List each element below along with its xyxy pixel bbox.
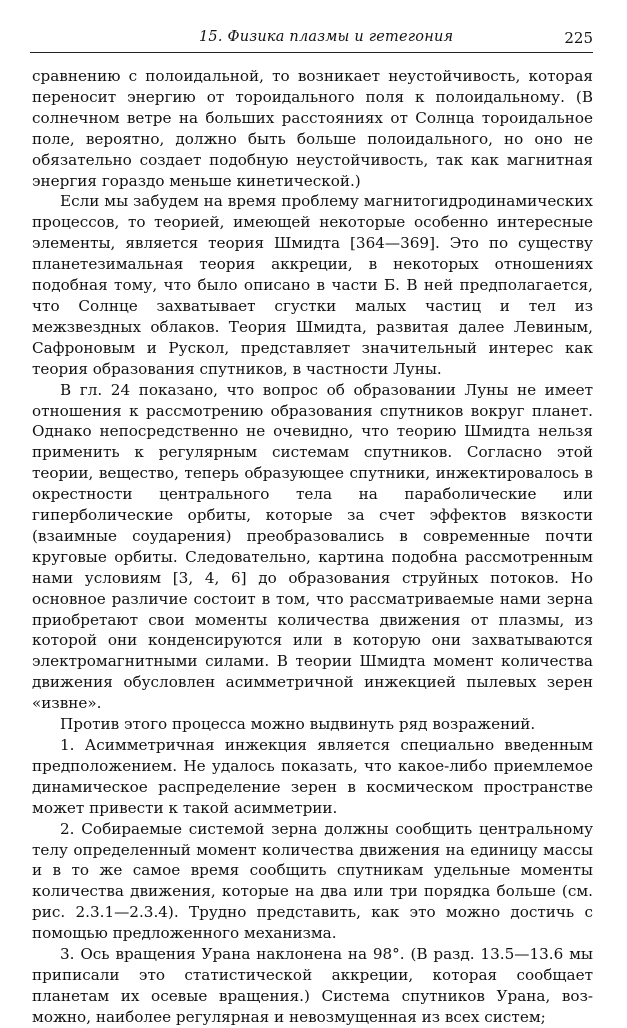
page-number: 225: [564, 29, 593, 47]
objection-1: 1. Асимметричная инжекция является специально введенным предположением. Не удалось показать, что какое-либо приемлемое динамическое распределение зерен в космическом пространстве может привести к такой асимметрии.: [32, 736, 593, 817]
running-title: 15. Физика плазмы и гетегония: [199, 29, 454, 45]
page-body: [32, 66, 593, 1028]
objection-2: 2. Собираемые системой зерна должны сообщить центральному телу определенный момент количества движения на единицу массы и в то же самое время сообщить спутникам удельные моменты количества движения, которые на два или три порядка больше (см. рис. 2.3.1—2.3.4). Трудно представить, как это можно достичь с помощью предложенного механизма.: [32, 819, 593, 943]
paragraph-moon-formation: В гл. 24 показано, что вопрос об образовании Луны не имеет отношения к рассмотрению образования спутников вокруг планет. Однако непосредственно не очевидно, что теорию Шмидта нельзя применить к регулярным системам спутников. Согласно этой теории, вещество, теперь образующее спутники, инжектировалось в окрестности центрального тела на параболические или гиперболические орбиты, которые за счет эффектов вязкости (взаимные соударения) преобразовались в современные почти круговые орбиты. Следовательно, картина подобна рассмотренным нами условиям [3, 4, 6] до образования струйных потоков. Но основное различие состоит в том, что рассматриваемые нами зерна приобретают свои моменты количества движения от плазмы, из которой они конденсируются или в которую они захватываются электромагнитными силами. В теории Шмидта момент количества движения обусловлен асимметричной инжекцией пылевых зерен «извне».: [32, 380, 593, 713]
paragraph-objections-intro: Против этого процесса можно выдвинуть ряд возражений.: [60, 715, 536, 734]
objection-3: 3. Ось вращения Урана наклонена на 98°. (В разд. 13.5—13.6 мы приписали это статистической аккреции, которая сообщает планетам их осевые вращения.) Система спутников Урана, возможно, наиболее регулярная и невозмущенная из всех систем;: [32, 945, 593, 1026]
paragraph-schmidt-theory: Если мы забудем на время проблему магнитогидродинамических процессов, то теорией, имеющей некоторые особенно интересные элементы, является теория Шмидта [364—369]. Это по существу планетезимальная теория аккреции, в некоторых отношениях подобная тому, что было описано в части Б. В ней предполагается, что Солнце захватывает сгустки малых частиц и тел из межзвездных облаков. Теория Шмидта, развитая далее Левиным, Сафроновым и Рускол, представляет значительный интерес как теория образования спутников, в частности Луны.: [32, 192, 593, 378]
paragraph-continued: сравнению с полоидальной, то возникает неустойчивость, которая переносит энергию от тороидального поля к полоидальному. (В солнечном ветре на больших расстояниях от Солнца тороидальное поле, вероятно, должно быть больше полоидального, но оно не обязательно создает подобную неустойчивость, так как магнитная энергия гораздо меньше кинетической.): [32, 67, 593, 190]
page-header: [30, 26, 593, 53]
